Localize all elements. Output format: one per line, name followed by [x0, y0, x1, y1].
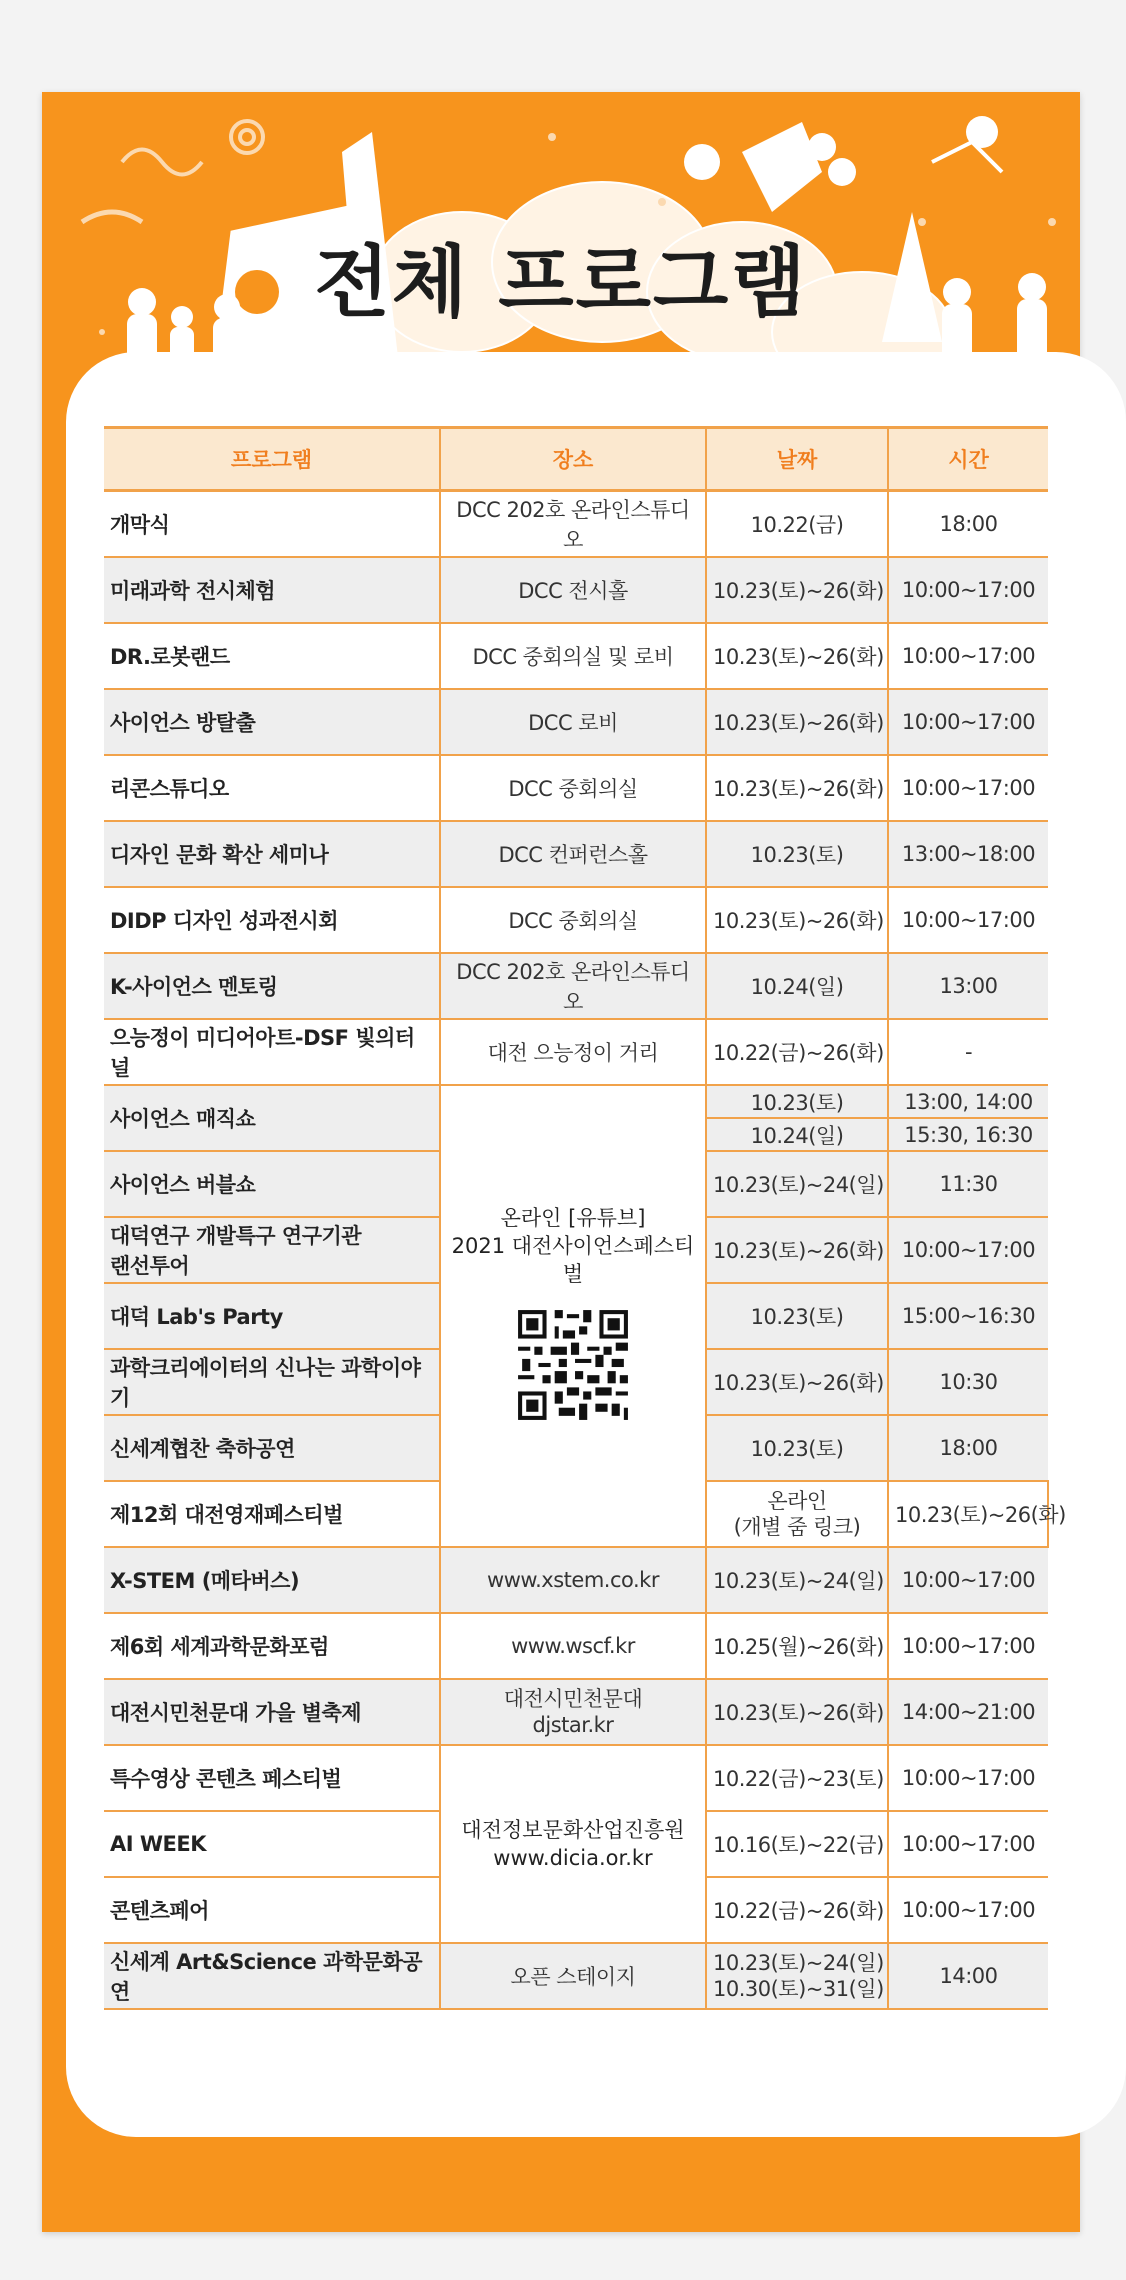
- program-name-line1: 대덕연구 개발특구 연구기관: [110, 1224, 362, 1248]
- program-venue-line1: 온라인: [767, 1489, 827, 1513]
- program-table: [104, 426, 1066, 2010]
- program-date: 10.23(토)~26(화): [888, 1481, 1048, 1547]
- program-venue-line1: 대전시민천문대: [503, 1687, 643, 1711]
- program-name: AI WEEK: [104, 1811, 440, 1877]
- table-row: [104, 1085, 1048, 1118]
- program-venue: www.wscf.kr: [440, 1613, 706, 1679]
- program-date: 10.23(토)~26(화): [706, 689, 888, 755]
- program-date: 10.22(금): [706, 491, 888, 558]
- table-row: [104, 1943, 1048, 2009]
- program-time: 10:00~17:00: [888, 557, 1048, 623]
- program-time: 18:00: [888, 1415, 1048, 1481]
- program-name: [104, 1217, 440, 1283]
- program-name: 대전시민천문대 가을 별축제: [104, 1679, 440, 1745]
- program-venue: DCC 컨퍼런스홀: [440, 821, 706, 887]
- program-time: 10:00~17:00: [888, 1745, 1048, 1811]
- program-date: 10.24(일): [706, 953, 888, 1019]
- program-time: 10:00~17:00: [888, 1811, 1048, 1877]
- online-venue-cell: [440, 1085, 706, 1547]
- table-row: [104, 953, 1048, 1019]
- header-date: 날짜: [706, 428, 888, 491]
- program-name: 으능정이 미디어아트-DSF 빛의터널: [104, 1019, 440, 1085]
- program-time: 13:00: [888, 953, 1048, 1019]
- header-venue: 장소: [440, 428, 706, 491]
- program-date: 10.23(토)~26(화): [706, 1349, 888, 1415]
- table-row: [104, 1547, 1048, 1613]
- bottom-band: [42, 2137, 1080, 2232]
- program-name: K-사이언스 멘토링: [104, 953, 440, 1019]
- program-time: 15:00~16:30: [888, 1283, 1048, 1349]
- program-time: 13:00, 14:00: [888, 1085, 1048, 1118]
- program-venue: DCC 202호 온라인스튜디오: [440, 953, 706, 1019]
- table-row: [104, 821, 1048, 887]
- program-time: 18:00: [888, 491, 1048, 558]
- online-venue-line2: 2021 대전사이언스페스티벌: [451, 1233, 695, 1286]
- program-date: 10.16(토)~22(금): [706, 1811, 888, 1877]
- program-time: 10:00~17:00: [888, 1877, 1048, 1943]
- program-venue: DCC 중회의실: [440, 887, 706, 953]
- program-date: 10.23(토)~26(화): [706, 1679, 888, 1745]
- program-date: 10.23(토): [706, 1415, 888, 1481]
- program-date: 10.23(토)~24(일): [706, 1151, 888, 1217]
- page-title: 전체 프로그램: [314, 238, 808, 328]
- program-name: 신세계 Art&Science 과학문화공연: [104, 1943, 440, 2009]
- program-name: 신세계협찬 축하공연: [104, 1415, 440, 1481]
- program-venue: DCC 로비: [440, 689, 706, 755]
- program-name: 사이언스 매직쇼: [104, 1085, 440, 1151]
- table-row: [104, 1613, 1048, 1679]
- header-program: 프로그램: [104, 428, 440, 491]
- program-date: 10.23(토): [706, 1085, 888, 1118]
- program-date: 10.25(월)~26(화): [706, 1613, 888, 1679]
- program-time: 10:00~17:00: [888, 689, 1048, 755]
- program-venue: 대전 으능정이 거리: [440, 1019, 706, 1085]
- program-date: 10.23(토): [706, 821, 888, 887]
- program-time: 10:30: [888, 1349, 1048, 1415]
- program-venue: DCC 전시홀: [440, 557, 706, 623]
- program-poster: [42, 92, 1080, 2232]
- dicia-venue-line2[interactable]: www.dicia.or.kr: [493, 1846, 653, 1870]
- program-name: 제12회 대전영재페스티벌: [104, 1481, 440, 1547]
- program-venue: [440, 1679, 706, 1745]
- table-row: [104, 557, 1048, 623]
- program-time: 10:00~17:00: [888, 1217, 1048, 1283]
- program-date: 10.22(금)~26(화): [706, 1877, 888, 1943]
- program-date: 10.23(토)~24(일): [706, 1547, 888, 1613]
- program-date: [706, 1943, 888, 2009]
- program-name: DIDP 디자인 성과전시회: [104, 887, 440, 953]
- table-header-row: [104, 428, 1048, 491]
- program-venue: DCC 중회의실: [440, 755, 706, 821]
- table-row: [104, 623, 1048, 689]
- program-time: 11:30: [888, 1151, 1048, 1217]
- program-venue: www.xstem.co.kr: [440, 1547, 706, 1613]
- table-row: [104, 689, 1048, 755]
- table-row: [104, 755, 1048, 821]
- program-name: 개막식: [104, 491, 440, 558]
- program-venue: 오픈 스테이지: [440, 1943, 706, 2009]
- program-date: 10.23(토)~26(화): [706, 557, 888, 623]
- program-name: 디자인 문화 확산 세미나: [104, 821, 440, 887]
- program-name: 사이언스 방탈출: [104, 689, 440, 755]
- program-venue: [706, 1481, 888, 1547]
- program-time: 13:00~18:00: [888, 821, 1048, 887]
- program-date: 10.23(토)~26(화): [706, 623, 888, 689]
- program-name: 제6회 세계과학문화포럼: [104, 1613, 440, 1679]
- online-venue-line1: 온라인 [유튜브]: [500, 1205, 646, 1230]
- program-time: 10:00~17:00: [888, 887, 1048, 953]
- program-date-line1: 10.23(토)~24(일): [713, 1951, 884, 1975]
- program-date: 10.22(금)~26(화): [706, 1019, 888, 1085]
- program-name: 콘텐츠페어: [104, 1877, 440, 1943]
- program-name-line2: 랜선투어: [110, 1254, 190, 1278]
- program-date: 10.24(일): [706, 1118, 888, 1151]
- program-venue-line2: djstar.kr: [532, 1713, 614, 1737]
- program-name: DR.로봇랜드: [104, 623, 440, 689]
- dicia-venue-line1: 대전정보문화산업진흥원: [461, 1818, 685, 1842]
- program-name: 과학크리에이터의 신나는 과학이야기: [104, 1349, 440, 1415]
- program-date: 10.23(토): [706, 1283, 888, 1349]
- program-name: 특수영상 콘텐츠 페스티벌: [104, 1745, 440, 1811]
- program-time: 10:00~17:00: [888, 1613, 1048, 1679]
- program-time: 10:00~17:00: [888, 1547, 1048, 1613]
- program-venue: DCC 202호 온라인스튜디오: [440, 491, 706, 558]
- program-venue-line2: (개별 줌 링크): [733, 1515, 861, 1539]
- table-row: [104, 1679, 1048, 1745]
- program-venue: DCC 중회의실 및 로비: [440, 623, 706, 689]
- program-date: 10.22(금)~23(토): [706, 1745, 888, 1811]
- program-time: 10:00~17:00: [888, 755, 1048, 821]
- program-name: X-STEM (메타버스): [104, 1547, 440, 1613]
- program-time: 14:00: [888, 1943, 1048, 2009]
- dicia-venue-cell: [440, 1745, 706, 1943]
- table-row: [104, 491, 1048, 558]
- header-time: 시간: [888, 428, 1048, 491]
- table-row: [104, 887, 1048, 953]
- program-name: 리콘스튜디오: [104, 755, 440, 821]
- table-row: [104, 1745, 1048, 1811]
- program-date: 10.23(토)~26(화): [706, 887, 888, 953]
- program-date-line2: 10.30(토)~31(일): [713, 1977, 884, 2001]
- program-time: 10:00~17:00: [888, 623, 1048, 689]
- program-name: 대덕 Lab's Party: [104, 1283, 440, 1349]
- program-time: 14:00~21:00: [888, 1679, 1048, 1745]
- program-date: 10.23(토)~26(화): [706, 755, 888, 821]
- qr-code-icon[interactable]: [514, 1306, 632, 1424]
- program-date: 10.23(토)~26(화): [706, 1217, 888, 1283]
- table-row: [104, 1019, 1048, 1085]
- program-name: 미래과학 전시체험: [104, 557, 440, 623]
- program-time: -: [888, 1019, 1048, 1085]
- program-time: 15:30, 16:30: [888, 1118, 1048, 1151]
- program-name: 사이언스 버블쇼: [104, 1151, 440, 1217]
